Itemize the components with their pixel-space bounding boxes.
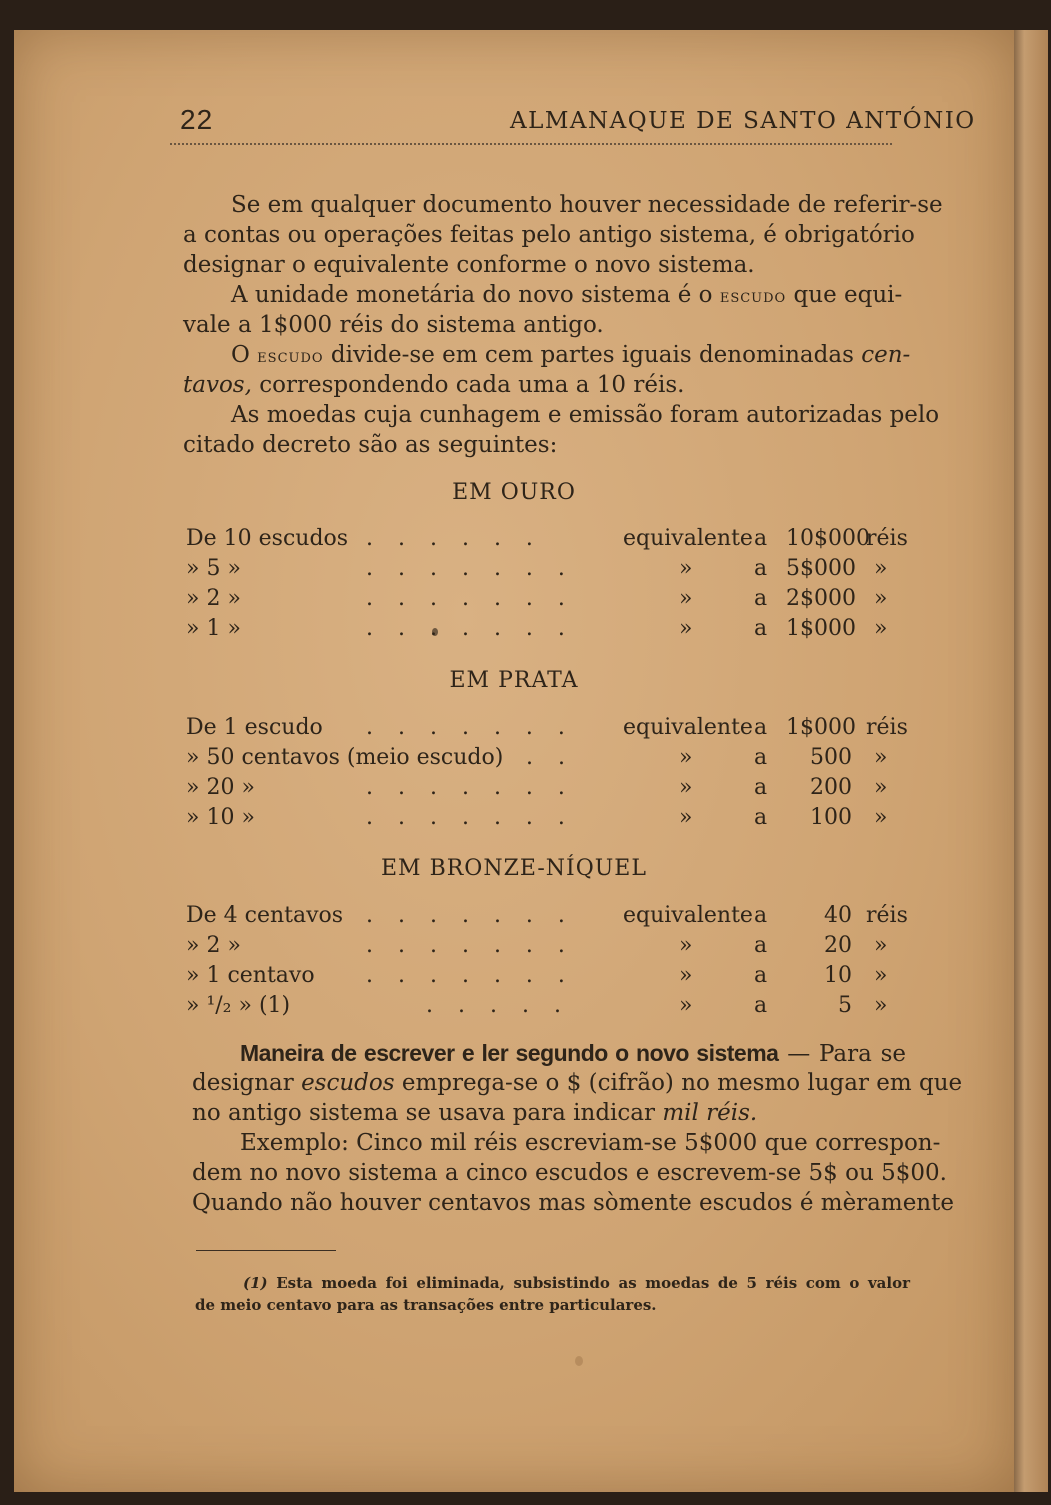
text-line: O escudo divide-se em cem partes iguais denominadas cen- — [231, 342, 911, 368]
section-title-ouro: EM OURO — [452, 480, 576, 505]
text-line: dem no novo sistema a cinco escudos e escrevem-se 5$ ou 5$00. — [192, 1160, 947, 1186]
text-line: citado decreto são as seguintes: — [183, 432, 558, 458]
text-line: Maneira de escrever e ler segundo o novo sistema — Para se — [240, 1040, 906, 1067]
text-line: a contas ou operações feitas pelo antigo sistema, é obrigatório — [183, 222, 915, 248]
table-row: » 2 » . . . . . . . » a 2$000 » — [186, 586, 888, 611]
body-text — [192, 1038, 963, 1218]
page-number: 22 — [180, 104, 214, 135]
text-line: tavos, correspondendo cada uma a 10 réis. — [183, 372, 685, 398]
text-line: Quando não houver centavos mas sòmente escudos é mèramente — [192, 1190, 954, 1216]
table-row: De 4 centavos . . . . . . . equivalente a 40 réis — [186, 903, 908, 928]
text-line: no antigo sistema se usava para indicar mil réis. — [192, 1100, 758, 1126]
footnote-line: (1) Esta moeda foi eliminada, subsistindo as moedas de 5 réis com o valor — [243, 1274, 910, 1292]
table-row: De 1 escudo . . . . . . . equivalente a 1$000 réis — [186, 715, 908, 740]
table-row: De 10 escudos . . . . . . equivalente a 10$000 réis — [186, 526, 908, 551]
page-edge — [1014, 30, 1048, 1492]
text-line: Se em qualquer documento houver necessidade de referir-se — [231, 192, 943, 218]
section-title-prata: EM PRATA — [449, 668, 579, 693]
footnote — [195, 1272, 910, 1316]
footnote-line: de meio centavo para as transações entre particulares. — [195, 1296, 657, 1314]
paper-stain — [575, 1356, 583, 1366]
table-row: » 20 » . . . . . . . » a 200 » — [186, 775, 888, 800]
footnote-divider — [196, 1250, 336, 1251]
table-row: » 2 » . . . . . . . » a 20 » — [186, 933, 888, 958]
header-divider — [170, 143, 892, 145]
text-line: vale a 1$000 réis do sistema antigo. — [183, 312, 604, 338]
table-row: » 50 centavos (meio escudo) . . » a 500 » — [186, 745, 888, 770]
text-line: As moedas cuja cunhagem e emissão foram autorizadas pelo — [231, 402, 940, 428]
running-title: ALMANAQUE DE SANTO ANTÓNIO — [510, 108, 976, 134]
text-line: designar escudos emprega-se o $ (cifrão) no mesmo lugar em que — [192, 1070, 963, 1096]
table-row: » 5 » . . . . . . . » a 5$000 » — [186, 556, 888, 581]
table-row: » 1 centavo . . . . . . . » a 10 » — [186, 963, 888, 988]
text-line: Exemplo: Cinco mil réis escreviam-se 5$000 que correspon- — [240, 1130, 941, 1156]
section-title-bronze: EM BRONZE-NÍQUEL — [381, 856, 647, 881]
text-line: A unidade monetária do novo sistema é o escudo que equi- — [231, 282, 903, 308]
text-line: designar o equivalente conforme o novo sistema. — [183, 252, 755, 278]
table-row: » ¹/₂ » (1) . . . . . » a 5 » — [186, 993, 888, 1018]
table-row: » 1 » . . . . . . . » a 1$000 » — [186, 616, 888, 641]
intro-text — [183, 190, 943, 460]
table-row: » 10 » . . . . . . . » a 100 » — [186, 805, 888, 830]
